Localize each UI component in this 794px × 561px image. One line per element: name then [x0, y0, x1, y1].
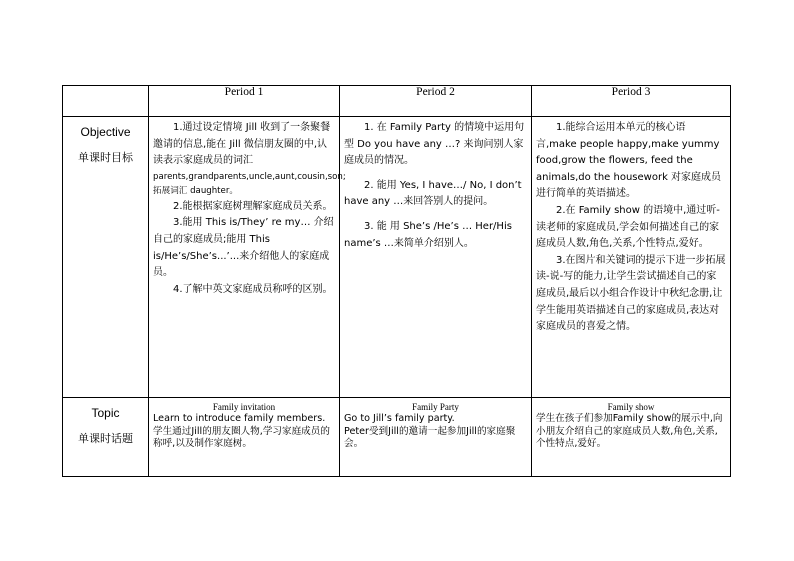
objective-period-3-text	[532, 117, 730, 336]
topic-p2-title: Family Party	[412, 402, 459, 412]
topic-p3-line-1: 学生在孩子们参加Family show的展示中,向小朋友介绍自己的家庭成员人数,角色,关系,个性特点,爱好。	[536, 413, 723, 449]
topic-period-3-cell	[532, 398, 731, 477]
topic-p1-line-2: 学生通过Jill的朋友圈人物,学习家庭成员的称呼,以及制作家庭树。	[153, 425, 330, 449]
topic-label-cell	[63, 398, 149, 477]
objective-p3-item-1: 1.能综合运用本单元的核心语言,make people happy,make yummy food,grow the flowers, feed the animals,do the housework 对家庭成员进行简单的英语描述。	[536, 122, 722, 200]
objective-p1-item-2: 2.能根据家庭树理解家庭成员关系。	[173, 200, 333, 212]
objective-period-1-cell	[149, 117, 346, 398]
objective-p3-item-3: 3.在图片和关键词的提示下进一步拓展读-说-写的能力,让学生尝试描述自己的家庭成员,最后以小组合作设计中秋纪念册,让学生能用英语描述自己的家庭成员,表达对家庭成员的喜爱之情。	[536, 254, 726, 333]
objective-p1-item-4: 4.了解中英文家庭成员称呼的区别。	[173, 283, 333, 295]
topic-p2-line-2: Peter受到Jill的邀请一起参加Jill的家庭聚会。	[344, 425, 516, 449]
header-period-3: Period 3	[532, 86, 731, 117]
objective-label-zh: 单课时目标	[78, 151, 133, 164]
lesson-plan-table	[62, 85, 731, 477]
objective-period-2-cell	[340, 117, 532, 398]
topic-period-2-cell	[340, 398, 532, 477]
topic-period-1-cell	[149, 398, 340, 477]
objective-p2-item-2: 2. 能用 Yes, I have…/ No, I don’t have any …来回答别人的提问。	[344, 179, 522, 208]
header-row	[63, 86, 731, 117]
objective-row	[63, 117, 731, 398]
objective-p1-item-1: 1.通过设定情境 Jill 收到了一条聚餐邀请的信息,能在 Jill 微信朋友圈的中,认读表示家庭成员的词汇	[153, 122, 331, 167]
topic-p1-line-1: Learn to introduce family members.	[153, 413, 326, 424]
topic-p2-line-1: Go to Jill’s family party.	[344, 413, 455, 424]
topic-row	[63, 398, 731, 477]
objective-period-3-cell	[532, 117, 731, 398]
header-blank-cell	[63, 86, 149, 117]
objective-p3-item-2: 2.在 Family show 的语境中,通过听-读老师的家庭成员,学会如何描述自己的家庭成员人数,角色,关系,个性特点,爱好。	[536, 204, 720, 250]
topic-p1-title: Family invitation	[212, 402, 276, 412]
objective-label-cell	[63, 117, 149, 398]
objective-p2-item-3: 3. 能 用 She’s /He’s … Her/His name’s …来简单介绍别人。	[344, 220, 512, 249]
topic-label-zh: 单课时话题	[78, 432, 133, 445]
objective-p2-item-1: 1. 在 Family Party 的情境中运用句型 Do you have any …? 来询问别人家庭成员的情况。	[344, 122, 525, 167]
header-period-1: Period 1	[149, 86, 340, 117]
objective-period-2-text	[340, 117, 531, 252]
objective-label-en: Objective	[80, 125, 131, 139]
topic-p3-title: Family show	[607, 402, 655, 412]
objective-p1-item-3: 3.能用 This is/They’ re my… 介绍自己的家庭成员;能用 This is/He’s/She’s...’...来介绍他人的家庭成员。	[153, 217, 334, 279]
topic-label-en: Topic	[91, 406, 120, 420]
objective-p1-item-1-words: parents,grandparents,uncle,aunt,cousin,son;拓展词汇 daughter。	[153, 171, 346, 197]
objective-period-1-text	[149, 117, 346, 298]
header-period-2: Period 2	[340, 86, 532, 117]
